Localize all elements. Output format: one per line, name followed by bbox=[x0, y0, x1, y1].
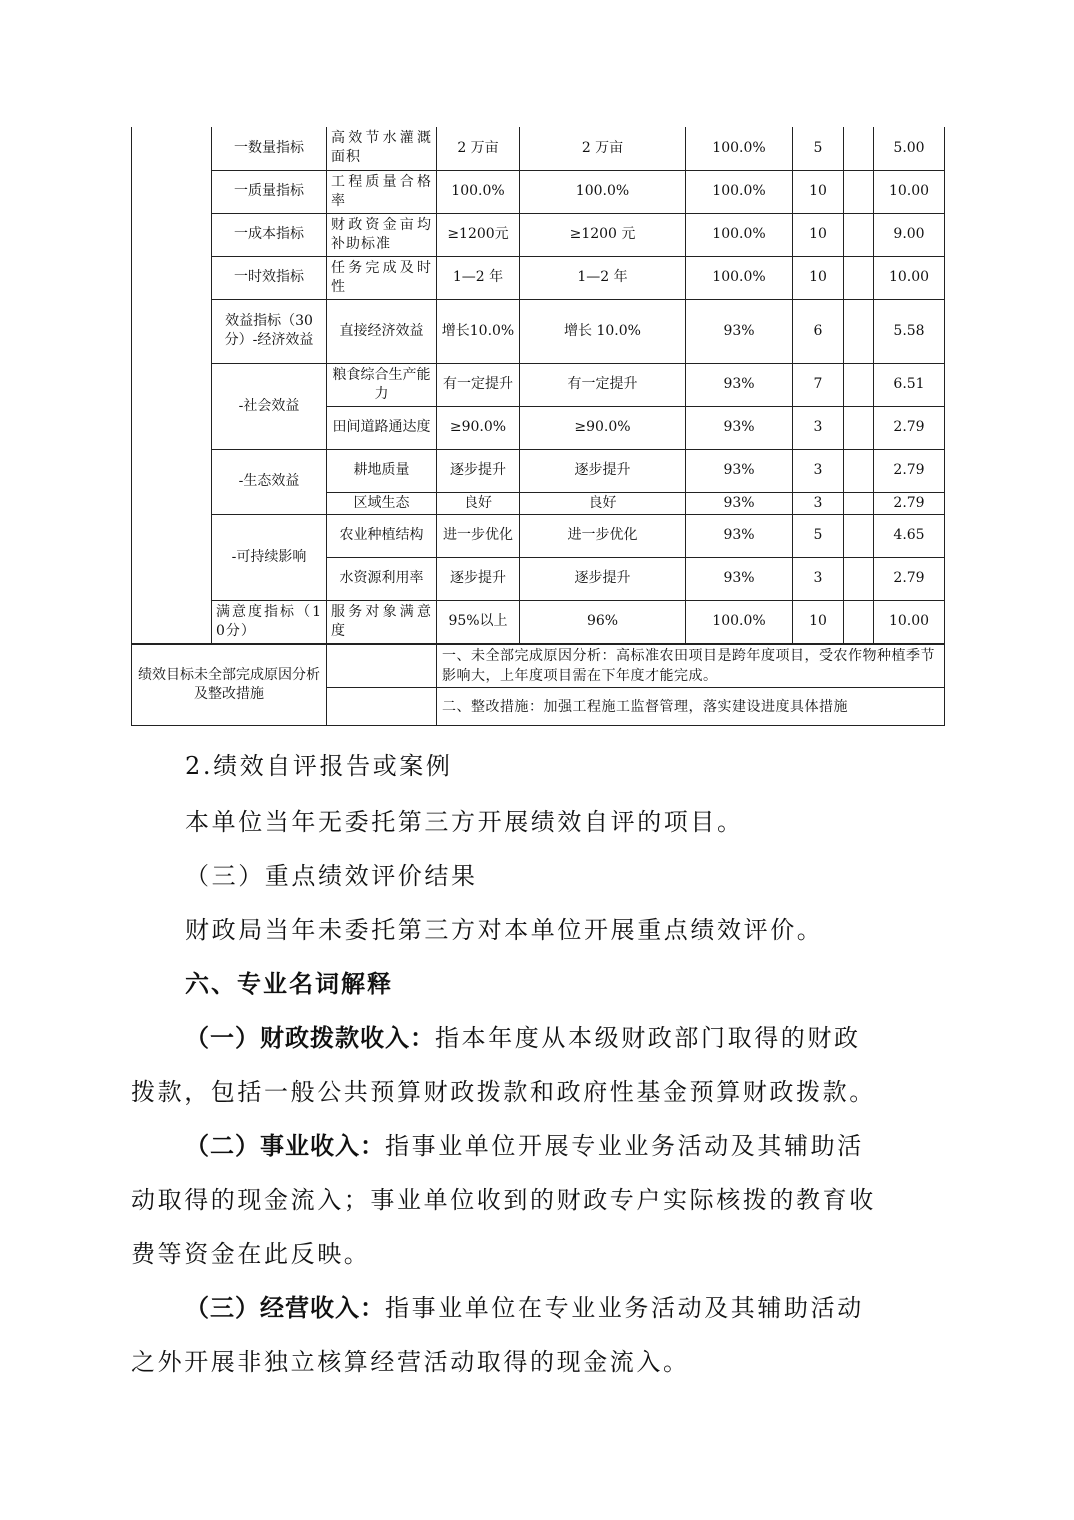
definition: 指本年度从本级财政部门取得的财政 bbox=[435, 1024, 861, 1052]
blank-cell bbox=[844, 557, 874, 600]
actual-value: ≥90.0% bbox=[520, 406, 686, 449]
table-row bbox=[132, 213, 945, 256]
definition: 指事业单位开展专业业务活动及其辅助活 bbox=[385, 1132, 864, 1160]
paragraph-line bbox=[185, 1288, 864, 1323]
blank-cell bbox=[844, 170, 874, 213]
score: 4.65 bbox=[874, 514, 945, 557]
term: （二）事业收入： bbox=[185, 1132, 385, 1160]
table-row bbox=[132, 600, 945, 643]
indicator-category: 一时效指标 bbox=[212, 256, 327, 299]
section-subtitle: （三）重点绩效评价结果 bbox=[185, 862, 478, 890]
definition: 指事业单位在专业业务活动及其辅助活动 bbox=[385, 1294, 864, 1322]
reason-analysis: 一、未全部完成原因分析：高标准农田项目是跨年度项目，受农作物种植季节影响大，上年度项目需在下年度才能完成。 bbox=[437, 645, 945, 688]
actual-value: 增长 10.0% bbox=[520, 299, 686, 363]
completion-rate: 93% bbox=[686, 363, 793, 406]
actual-value: 2 万亩 bbox=[520, 127, 686, 170]
indicator-name: 农业种植结构 bbox=[327, 514, 437, 557]
actual-value: 有一定提升 bbox=[520, 363, 686, 406]
blank-cell bbox=[844, 127, 874, 170]
analysis-label: 绩效目标未全部完成原因分析及整改措施 bbox=[132, 645, 327, 726]
paragraph: 财政局当年未委托第三方对本单位开展重点绩效评价。 bbox=[185, 916, 824, 944]
paragraph-line bbox=[185, 1126, 864, 1161]
indicator-name: 区域生态 bbox=[327, 492, 437, 514]
paragraph-line: 拨款，包括一般公共预算财政拨款和政府性基金预算财政拨款。 bbox=[131, 1078, 876, 1106]
table-row bbox=[132, 256, 945, 299]
actual-value: 良好 bbox=[520, 492, 686, 514]
weight: 3 bbox=[793, 449, 844, 492]
weight: 10 bbox=[793, 256, 844, 299]
blank-cell bbox=[844, 449, 874, 492]
performance-table bbox=[131, 127, 945, 644]
indicator-name: 田间道路通达度 bbox=[327, 406, 437, 449]
table-row bbox=[132, 645, 945, 688]
completion-rate: 100.0% bbox=[686, 127, 793, 170]
blank-cell bbox=[844, 363, 874, 406]
weight: 10 bbox=[793, 213, 844, 256]
indicator-name: 工程质量合格率 bbox=[327, 170, 437, 213]
merged-left-cell bbox=[132, 127, 212, 643]
target-value: 良好 bbox=[437, 492, 520, 514]
term: （一）财政拨款收入： bbox=[185, 1024, 435, 1052]
target-value: 进一步优化 bbox=[437, 514, 520, 557]
indicator-name: 任务完成及时性 bbox=[327, 256, 437, 299]
score: 10.00 bbox=[874, 256, 945, 299]
score: 2.79 bbox=[874, 406, 945, 449]
indicator-category: 一质量指标 bbox=[212, 170, 327, 213]
score: 10.00 bbox=[874, 600, 945, 643]
score: 2.79 bbox=[874, 492, 945, 514]
paragraph-line: 之外开展非独立核算经营活动取得的现金流入。 bbox=[131, 1348, 690, 1376]
indicator-category: -社会效益 bbox=[212, 363, 327, 449]
blank-cell bbox=[844, 213, 874, 256]
completion-rate: 93% bbox=[686, 449, 793, 492]
target-value: 逐步提升 bbox=[437, 557, 520, 600]
indicator-name: 粮食综合生产能力 bbox=[327, 363, 437, 406]
rectification-measures: 二、整改措施：加强工程施工监督管理，落实建设进度具体措施 bbox=[437, 688, 945, 726]
completion-rate: 93% bbox=[686, 492, 793, 514]
weight: 5 bbox=[793, 127, 844, 170]
paragraph-line: 费等资金在此反映。 bbox=[131, 1240, 371, 1268]
term: （三）经营收入： bbox=[185, 1294, 385, 1322]
weight: 10 bbox=[793, 600, 844, 643]
target-value: 95%以上 bbox=[437, 600, 520, 643]
actual-value: 进一步优化 bbox=[520, 514, 686, 557]
weight: 7 bbox=[793, 363, 844, 406]
table-row bbox=[132, 170, 945, 213]
actual-value: 1—2 年 bbox=[520, 256, 686, 299]
completion-rate: 93% bbox=[686, 406, 793, 449]
indicator-name: 高效节水灌溉面积 bbox=[327, 127, 437, 170]
actual-value: ≥1200 元 bbox=[520, 213, 686, 256]
completion-rate: 100.0% bbox=[686, 170, 793, 213]
paragraph-line: 动取得的现金流入；事业单位收到的财政专户实际核拨的教育收 bbox=[131, 1186, 876, 1214]
actual-value: 100.0% bbox=[520, 170, 686, 213]
paragraph-line bbox=[185, 1018, 861, 1053]
analysis-table bbox=[131, 644, 945, 726]
completion-rate: 100.0% bbox=[686, 213, 793, 256]
weight: 3 bbox=[793, 492, 844, 514]
target-value: 1—2 年 bbox=[437, 256, 520, 299]
section-heading: 六、专业名词解释 bbox=[185, 970, 393, 998]
target-value: ≥90.0% bbox=[437, 406, 520, 449]
indicator-name: 直接经济效益 bbox=[327, 299, 437, 363]
blank-cell bbox=[844, 256, 874, 299]
table-row bbox=[132, 449, 945, 492]
completion-rate: 100.0% bbox=[686, 600, 793, 643]
indicator-category: 一数量指标 bbox=[212, 127, 327, 170]
blank-cell bbox=[327, 688, 437, 726]
actual-value: 96% bbox=[520, 600, 686, 643]
weight: 10 bbox=[793, 170, 844, 213]
weight: 6 bbox=[793, 299, 844, 363]
paragraph: 本单位当年无委托第三方开展绩效自评的项目。 bbox=[185, 808, 744, 836]
indicator-name: 耕地质量 bbox=[327, 449, 437, 492]
table-row bbox=[132, 514, 945, 557]
blank-cell bbox=[844, 406, 874, 449]
score: 2.79 bbox=[874, 557, 945, 600]
blank-cell bbox=[844, 600, 874, 643]
blank-cell bbox=[844, 514, 874, 557]
indicator-category: 满意度指标（10分） bbox=[212, 600, 327, 643]
score: 6.51 bbox=[874, 363, 945, 406]
actual-value: 逐步提升 bbox=[520, 557, 686, 600]
section-subtitle: 2.绩效自评报告或案例 bbox=[185, 752, 453, 780]
target-value: 增长10.0% bbox=[437, 299, 520, 363]
weight: 5 bbox=[793, 514, 844, 557]
weight: 3 bbox=[793, 406, 844, 449]
indicator-name: 财政资金亩均补助标准 bbox=[327, 213, 437, 256]
target-value: 2 万亩 bbox=[437, 127, 520, 170]
blank-cell bbox=[844, 492, 874, 514]
score: 2.79 bbox=[874, 449, 945, 492]
score: 5.58 bbox=[874, 299, 945, 363]
completion-rate: 100.0% bbox=[686, 256, 793, 299]
indicator-category: -生态效益 bbox=[212, 449, 327, 514]
table-row bbox=[132, 363, 945, 406]
target-value: 逐步提升 bbox=[437, 449, 520, 492]
blank-cell bbox=[844, 299, 874, 363]
score: 10.00 bbox=[874, 170, 945, 213]
actual-value: 逐步提升 bbox=[520, 449, 686, 492]
target-value: ≥1200元 bbox=[437, 213, 520, 256]
completion-rate: 93% bbox=[686, 557, 793, 600]
indicator-category: -可持续影响 bbox=[212, 514, 327, 600]
score: 5.00 bbox=[874, 127, 945, 170]
blank-cell bbox=[327, 645, 437, 688]
indicator-name: 服务对象满意度 bbox=[327, 600, 437, 643]
weight: 3 bbox=[793, 557, 844, 600]
target-value: 100.0% bbox=[437, 170, 520, 213]
table-row bbox=[132, 127, 945, 170]
score: 9.00 bbox=[874, 213, 945, 256]
target-value: 有一定提升 bbox=[437, 363, 520, 406]
indicator-name: 水资源利用率 bbox=[327, 557, 437, 600]
indicator-category: 一成本指标 bbox=[212, 213, 327, 256]
completion-rate: 93% bbox=[686, 514, 793, 557]
completion-rate: 93% bbox=[686, 299, 793, 363]
table-row bbox=[132, 299, 945, 363]
indicator-category: 效益指标（30分）-经济效益 bbox=[212, 299, 327, 363]
